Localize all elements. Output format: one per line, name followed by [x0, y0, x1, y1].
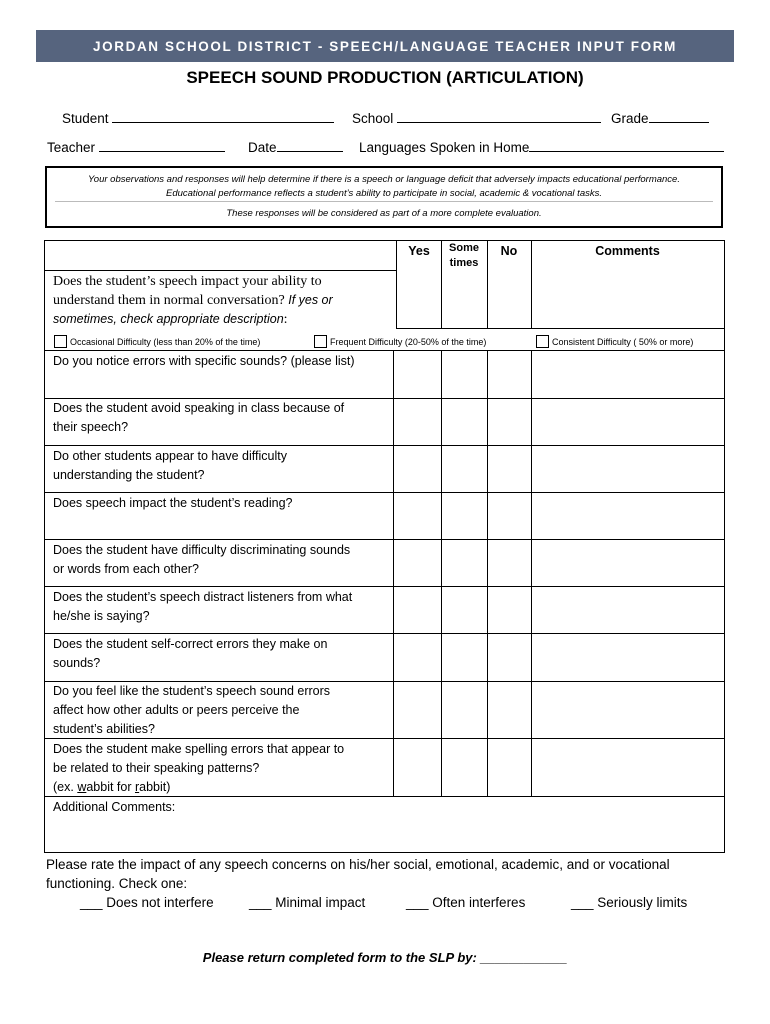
occasional-checkbox[interactable] — [54, 335, 67, 348]
form-banner — [36, 30, 734, 62]
languages-line[interactable] — [529, 137, 724, 152]
question-line: Does the student’s speech distract listeners from what — [53, 590, 353, 604]
question-1-line-1: Does the student’s speech impact your ability to — [53, 274, 322, 289]
question-row — [53, 682, 330, 739]
question-line: he/she is saying? — [53, 609, 150, 623]
note-line-2: Educational performance reflects a student’s ability to participate in social, academic & vocational tasks. — [166, 188, 602, 199]
question-line: Do you notice errors with specific sounds? (please list) — [53, 354, 355, 368]
example-w: w — [77, 780, 87, 794]
return-instructions — [0, 950, 770, 965]
header-yes: Yes — [408, 244, 430, 258]
question-line: Does speech impact the student’s reading? — [53, 496, 293, 510]
return-date-blank[interactable]: ____________ — [480, 950, 568, 965]
consistent-difficulty-option[interactable] — [536, 335, 693, 348]
instructions-box — [45, 166, 723, 228]
question-line: Does the student avoid speaking in class because of — [53, 401, 345, 415]
question-row — [53, 541, 350, 579]
question-1 — [53, 272, 333, 329]
header-comments: Comments — [595, 244, 660, 258]
note-line-3: These responses will be considered as part of a more complete evaluation. — [226, 208, 542, 219]
teacher-field[interactable] — [47, 137, 225, 155]
example-r: r — [134, 780, 140, 794]
grade-field[interactable] — [611, 108, 709, 126]
question-row — [53, 399, 344, 437]
frequent-difficulty-option[interactable] — [314, 335, 486, 348]
school-line[interactable] — [397, 108, 601, 123]
date-line[interactable] — [277, 137, 343, 152]
occasional-label: Occasional Difficulty (less than 20% of the time) — [70, 336, 261, 347]
question-line: student’s abilities? — [53, 722, 155, 736]
question-line: Do you feel like the student’s speech sound errors — [53, 684, 331, 698]
example-mid: abbit for — [86, 780, 135, 794]
question-line: affect how other adults or peers perceive the — [53, 703, 300, 717]
header-no: No — [500, 244, 518, 258]
languages-field[interactable] — [359, 137, 724, 155]
question-line: understanding the student? — [53, 468, 205, 482]
additional-comments-label: Additional Comments: — [53, 800, 176, 814]
question-line: Does the student have difficulty discriminating sounds — [53, 543, 351, 557]
question-line: Does the student self-correct errors they make on — [53, 637, 328, 651]
note-line-1: Your observations and responses will help determine if there is a speech or language deficit that adversely impacts educational performance. — [88, 174, 680, 185]
question-1-line-3: sometimes, check appropriate description — [53, 312, 284, 326]
question-1-line-3b: : — [283, 312, 288, 327]
date-label: Date — [248, 140, 277, 155]
question-1-line-2: understand them in normal conversation? — [53, 293, 285, 308]
occasional-difficulty-option[interactable] — [54, 335, 260, 348]
rating-line-2: functioning. Check one: — [46, 876, 188, 891]
question-line: be related to their speaking patterns? — [53, 761, 260, 775]
question-row — [53, 635, 327, 673]
school-field[interactable] — [352, 108, 601, 126]
school-label: School — [352, 111, 394, 126]
question-row — [53, 494, 293, 513]
rating-option-often-interferes[interactable]: ___ Often interferes — [406, 895, 526, 910]
question-line: or words from each other? — [53, 562, 199, 576]
rating-option-does-not-interfere[interactable]: ___ Does not interfere — [80, 895, 214, 910]
languages-label: Languages Spoken in Home — [359, 140, 530, 155]
question-row — [53, 447, 287, 485]
rating-line-1: Please rate the impact of any speech concerns on his/her social, emotional, academic, and or vocational — [46, 857, 670, 872]
consistent-label: Consistent Difficulty ( 50% or more) — [552, 336, 694, 347]
header-times: times — [449, 257, 479, 269]
teacher-label: Teacher — [47, 140, 96, 155]
question-line: Do other students appear to have difficulty — [53, 449, 287, 463]
example-post: abbit) — [139, 780, 171, 794]
rating-instructions — [46, 855, 670, 893]
question-line: Does the student make spelling errors that appear to — [53, 742, 345, 756]
banner-text: JORDAN SCHOOL DISTRICT - SPEECH/LANGUAGE TEACHER INPUT FORM — [93, 38, 677, 54]
example-pre: (ex. — [53, 780, 78, 794]
header-sometimes — [441, 241, 487, 271]
question-row — [53, 352, 355, 371]
rating-option-minimal-impact[interactable]: ___ Minimal impact — [249, 895, 366, 910]
student-line[interactable] — [112, 108, 334, 123]
form-title: SPEECH SOUND PRODUCTION (ARTICULATION) — [186, 68, 584, 87]
grade-line[interactable] — [649, 108, 709, 123]
header-some: Some — [449, 242, 479, 254]
footer-label: Please return completed form to the SLP by: — [202, 950, 477, 965]
question-line: sounds? — [53, 656, 101, 670]
questions-table — [44, 240, 725, 853]
frequent-label: Frequent Difficulty (20-50% of the time) — [330, 336, 487, 347]
example-line — [53, 778, 344, 797]
rating-option-seriously-limits[interactable]: ___ Seriously limits — [571, 895, 688, 910]
note-divider — [55, 201, 713, 202]
student-label: Student — [62, 111, 109, 126]
consistent-checkbox[interactable] — [536, 335, 549, 348]
frequent-checkbox[interactable] — [314, 335, 327, 348]
student-field[interactable] — [62, 108, 334, 126]
teacher-line[interactable] — [99, 137, 225, 152]
grade-label: Grade — [611, 111, 649, 126]
question-1-line-2b: If yes or — [288, 293, 333, 307]
question-line: their speech? — [53, 420, 129, 434]
question-row — [53, 588, 352, 626]
date-field[interactable] — [248, 137, 343, 155]
question-row — [53, 740, 344, 797]
